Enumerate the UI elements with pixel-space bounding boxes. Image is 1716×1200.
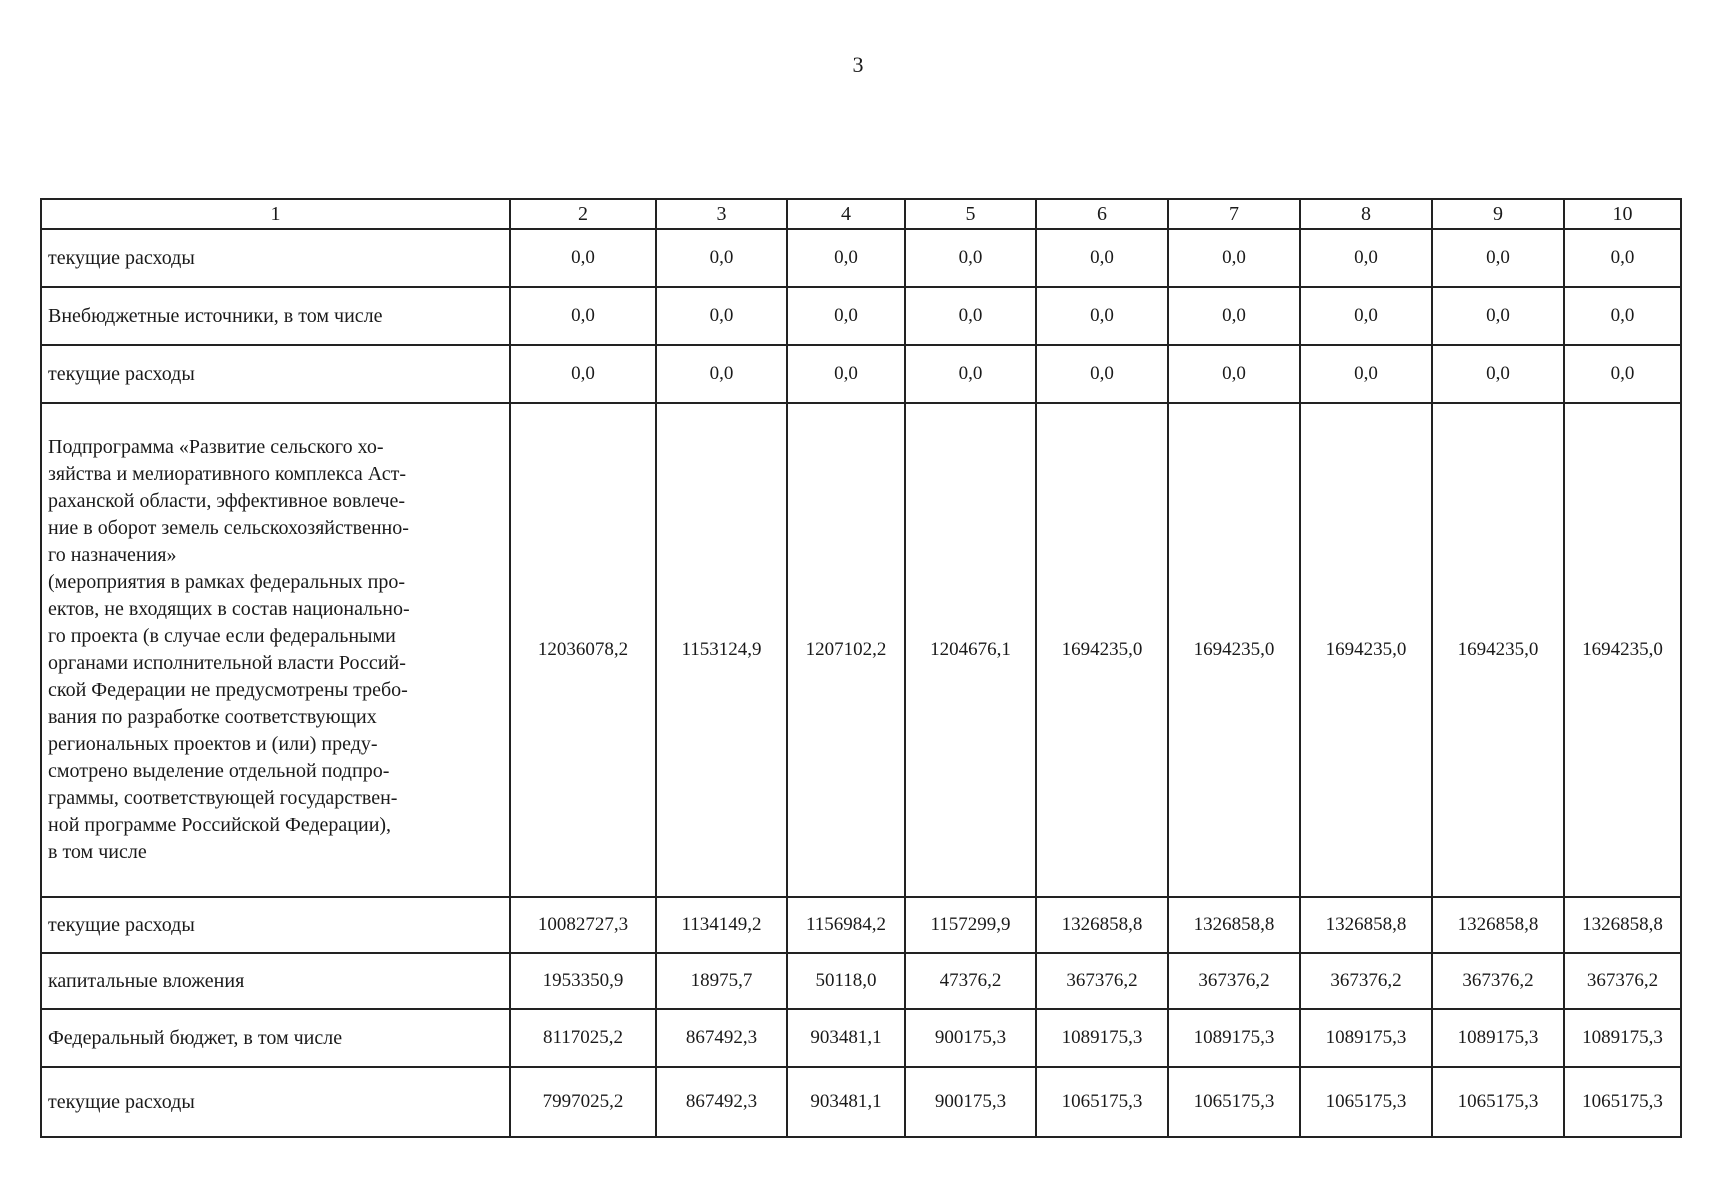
cell-value: 1326858,8 [1168, 897, 1300, 953]
cell-value: 1089175,3 [1300, 1009, 1432, 1067]
cell-value: 0,0 [905, 287, 1036, 345]
table-row [41, 1067, 1681, 1137]
cell-value: 0,0 [1036, 345, 1168, 403]
cell-value: 0,0 [656, 229, 787, 287]
cell-value: 1694235,0 [1300, 403, 1432, 897]
cell-value: 0,0 [1432, 345, 1564, 403]
cell-value: 1089175,3 [1564, 1009, 1681, 1067]
row-label: текущие расходы [41, 229, 510, 287]
cell-value: 867492,3 [656, 1067, 787, 1137]
column-header: 8 [1300, 199, 1432, 229]
cell-value: 0,0 [787, 229, 905, 287]
row-label: Федеральный бюджет, в том числе [41, 1009, 510, 1067]
header-row [41, 199, 1681, 229]
row-label: текущие расходы [41, 897, 510, 953]
column-header: 5 [905, 199, 1036, 229]
table-row [41, 345, 1681, 403]
cell-value: 1153124,9 [656, 403, 787, 897]
cell-value: 0,0 [1168, 287, 1300, 345]
cell-value: 0,0 [1036, 287, 1168, 345]
cell-value: 900175,3 [905, 1009, 1036, 1067]
cell-value: 903481,1 [787, 1067, 905, 1137]
cell-value: 1694235,0 [1168, 403, 1300, 897]
column-header: 10 [1564, 199, 1681, 229]
cell-value: 0,0 [1168, 229, 1300, 287]
cell-value: 0,0 [656, 287, 787, 345]
cell-value: 0,0 [1432, 287, 1564, 345]
cell-value: 367376,2 [1168, 953, 1300, 1009]
cell-value: 1326858,8 [1564, 897, 1681, 953]
cell-value: 867492,3 [656, 1009, 787, 1067]
cell-value: 0,0 [1564, 345, 1681, 403]
cell-value: 367376,2 [1432, 953, 1564, 1009]
cell-value: 1065175,3 [1432, 1067, 1564, 1137]
cell-value: 12036078,2 [510, 403, 656, 897]
cell-value: 1156984,2 [787, 897, 905, 953]
cell-value: 1326858,8 [1300, 897, 1432, 953]
column-header: 4 [787, 199, 905, 229]
column-header: 3 [656, 199, 787, 229]
cell-value: 1326858,8 [1036, 897, 1168, 953]
cell-value: 1065175,3 [1564, 1067, 1681, 1137]
table-row [41, 953, 1681, 1009]
cell-value: 1953350,9 [510, 953, 656, 1009]
column-header: 1 [41, 199, 510, 229]
cell-value: 50118,0 [787, 953, 905, 1009]
cell-value: 0,0 [1036, 229, 1168, 287]
cell-value: 367376,2 [1036, 953, 1168, 1009]
cell-value: 1694235,0 [1564, 403, 1681, 897]
cell-value: 900175,3 [905, 1067, 1036, 1137]
cell-value: 47376,2 [905, 953, 1036, 1009]
cell-value: 0,0 [510, 287, 656, 345]
cell-value: 1089175,3 [1168, 1009, 1300, 1067]
cell-value: 0,0 [1564, 229, 1681, 287]
column-header: 6 [1036, 199, 1168, 229]
page-number: 3 [852, 52, 864, 77]
row-label: Внебюджетные источники, в том числе [41, 287, 510, 345]
table-row [41, 287, 1681, 345]
cell-value: 367376,2 [1300, 953, 1432, 1009]
table-row-subprogram [41, 403, 1681, 897]
cell-value: 8117025,2 [510, 1009, 656, 1067]
budget-table [40, 198, 1682, 1138]
cell-value: 1157299,9 [905, 897, 1036, 953]
cell-value: 1326858,8 [1432, 897, 1564, 953]
cell-value: 903481,1 [787, 1009, 905, 1067]
row-label: текущие расходы [41, 345, 510, 403]
cell-value: 1694235,0 [1432, 403, 1564, 897]
table-row [41, 1009, 1681, 1067]
row-label [41, 403, 510, 897]
cell-value: 0,0 [1432, 229, 1564, 287]
cell-value: 0,0 [1300, 345, 1432, 403]
cell-value: 0,0 [787, 287, 905, 345]
cell-value: 0,0 [1300, 229, 1432, 287]
cell-value: 0,0 [510, 345, 656, 403]
row-label: капитальные вложения [41, 953, 510, 1009]
column-header: 9 [1432, 199, 1564, 229]
cell-value: 0,0 [656, 345, 787, 403]
cell-value: 367376,2 [1564, 953, 1681, 1009]
cell-value: 1065175,3 [1300, 1067, 1432, 1137]
cell-value: 1207102,2 [787, 403, 905, 897]
cell-value: 1694235,0 [1036, 403, 1168, 897]
cell-value: 0,0 [1300, 287, 1432, 345]
column-header: 7 [1168, 199, 1300, 229]
cell-value: 1134149,2 [656, 897, 787, 953]
cell-value: 0,0 [1168, 345, 1300, 403]
cell-value: 0,0 [1564, 287, 1681, 345]
subprogram-description: Подпрограмма «Развитие сельского хо- зяйства и мелиоративного комплекса Аст- раханской области, эффективное вовлече- ние в оборот земель сельскохозяйственно- го назначения» (мероприятия в рамках федеральных про- ектов, не входящих в состав национально- го проекта (в случае если федеральными органами исполнительной власти Россий- ской Федерации не предусмотрены требо- вания по разработке соответствующих региональных проектов и (или) преду- смотрено выделение отдельной подпро- граммы, соответствующей государствен- ной программе Российской Федерации), в том числе [48, 436, 410, 863]
cell-value: 0,0 [510, 229, 656, 287]
cell-value: 0,0 [787, 345, 905, 403]
table-row [41, 229, 1681, 287]
cell-value: 1065175,3 [1036, 1067, 1168, 1137]
cell-value: 18975,7 [656, 953, 787, 1009]
cell-value: 1089175,3 [1432, 1009, 1564, 1067]
cell-value: 1089175,3 [1036, 1009, 1168, 1067]
cell-value: 1204676,1 [905, 403, 1036, 897]
cell-value: 7997025,2 [510, 1067, 656, 1137]
table-row [41, 897, 1681, 953]
cell-value: 0,0 [905, 229, 1036, 287]
column-header: 2 [510, 199, 656, 229]
row-label: текущие расходы [41, 1067, 510, 1137]
cell-value: 10082727,3 [510, 897, 656, 953]
cell-value: 1065175,3 [1168, 1067, 1300, 1137]
cell-value: 0,0 [905, 345, 1036, 403]
